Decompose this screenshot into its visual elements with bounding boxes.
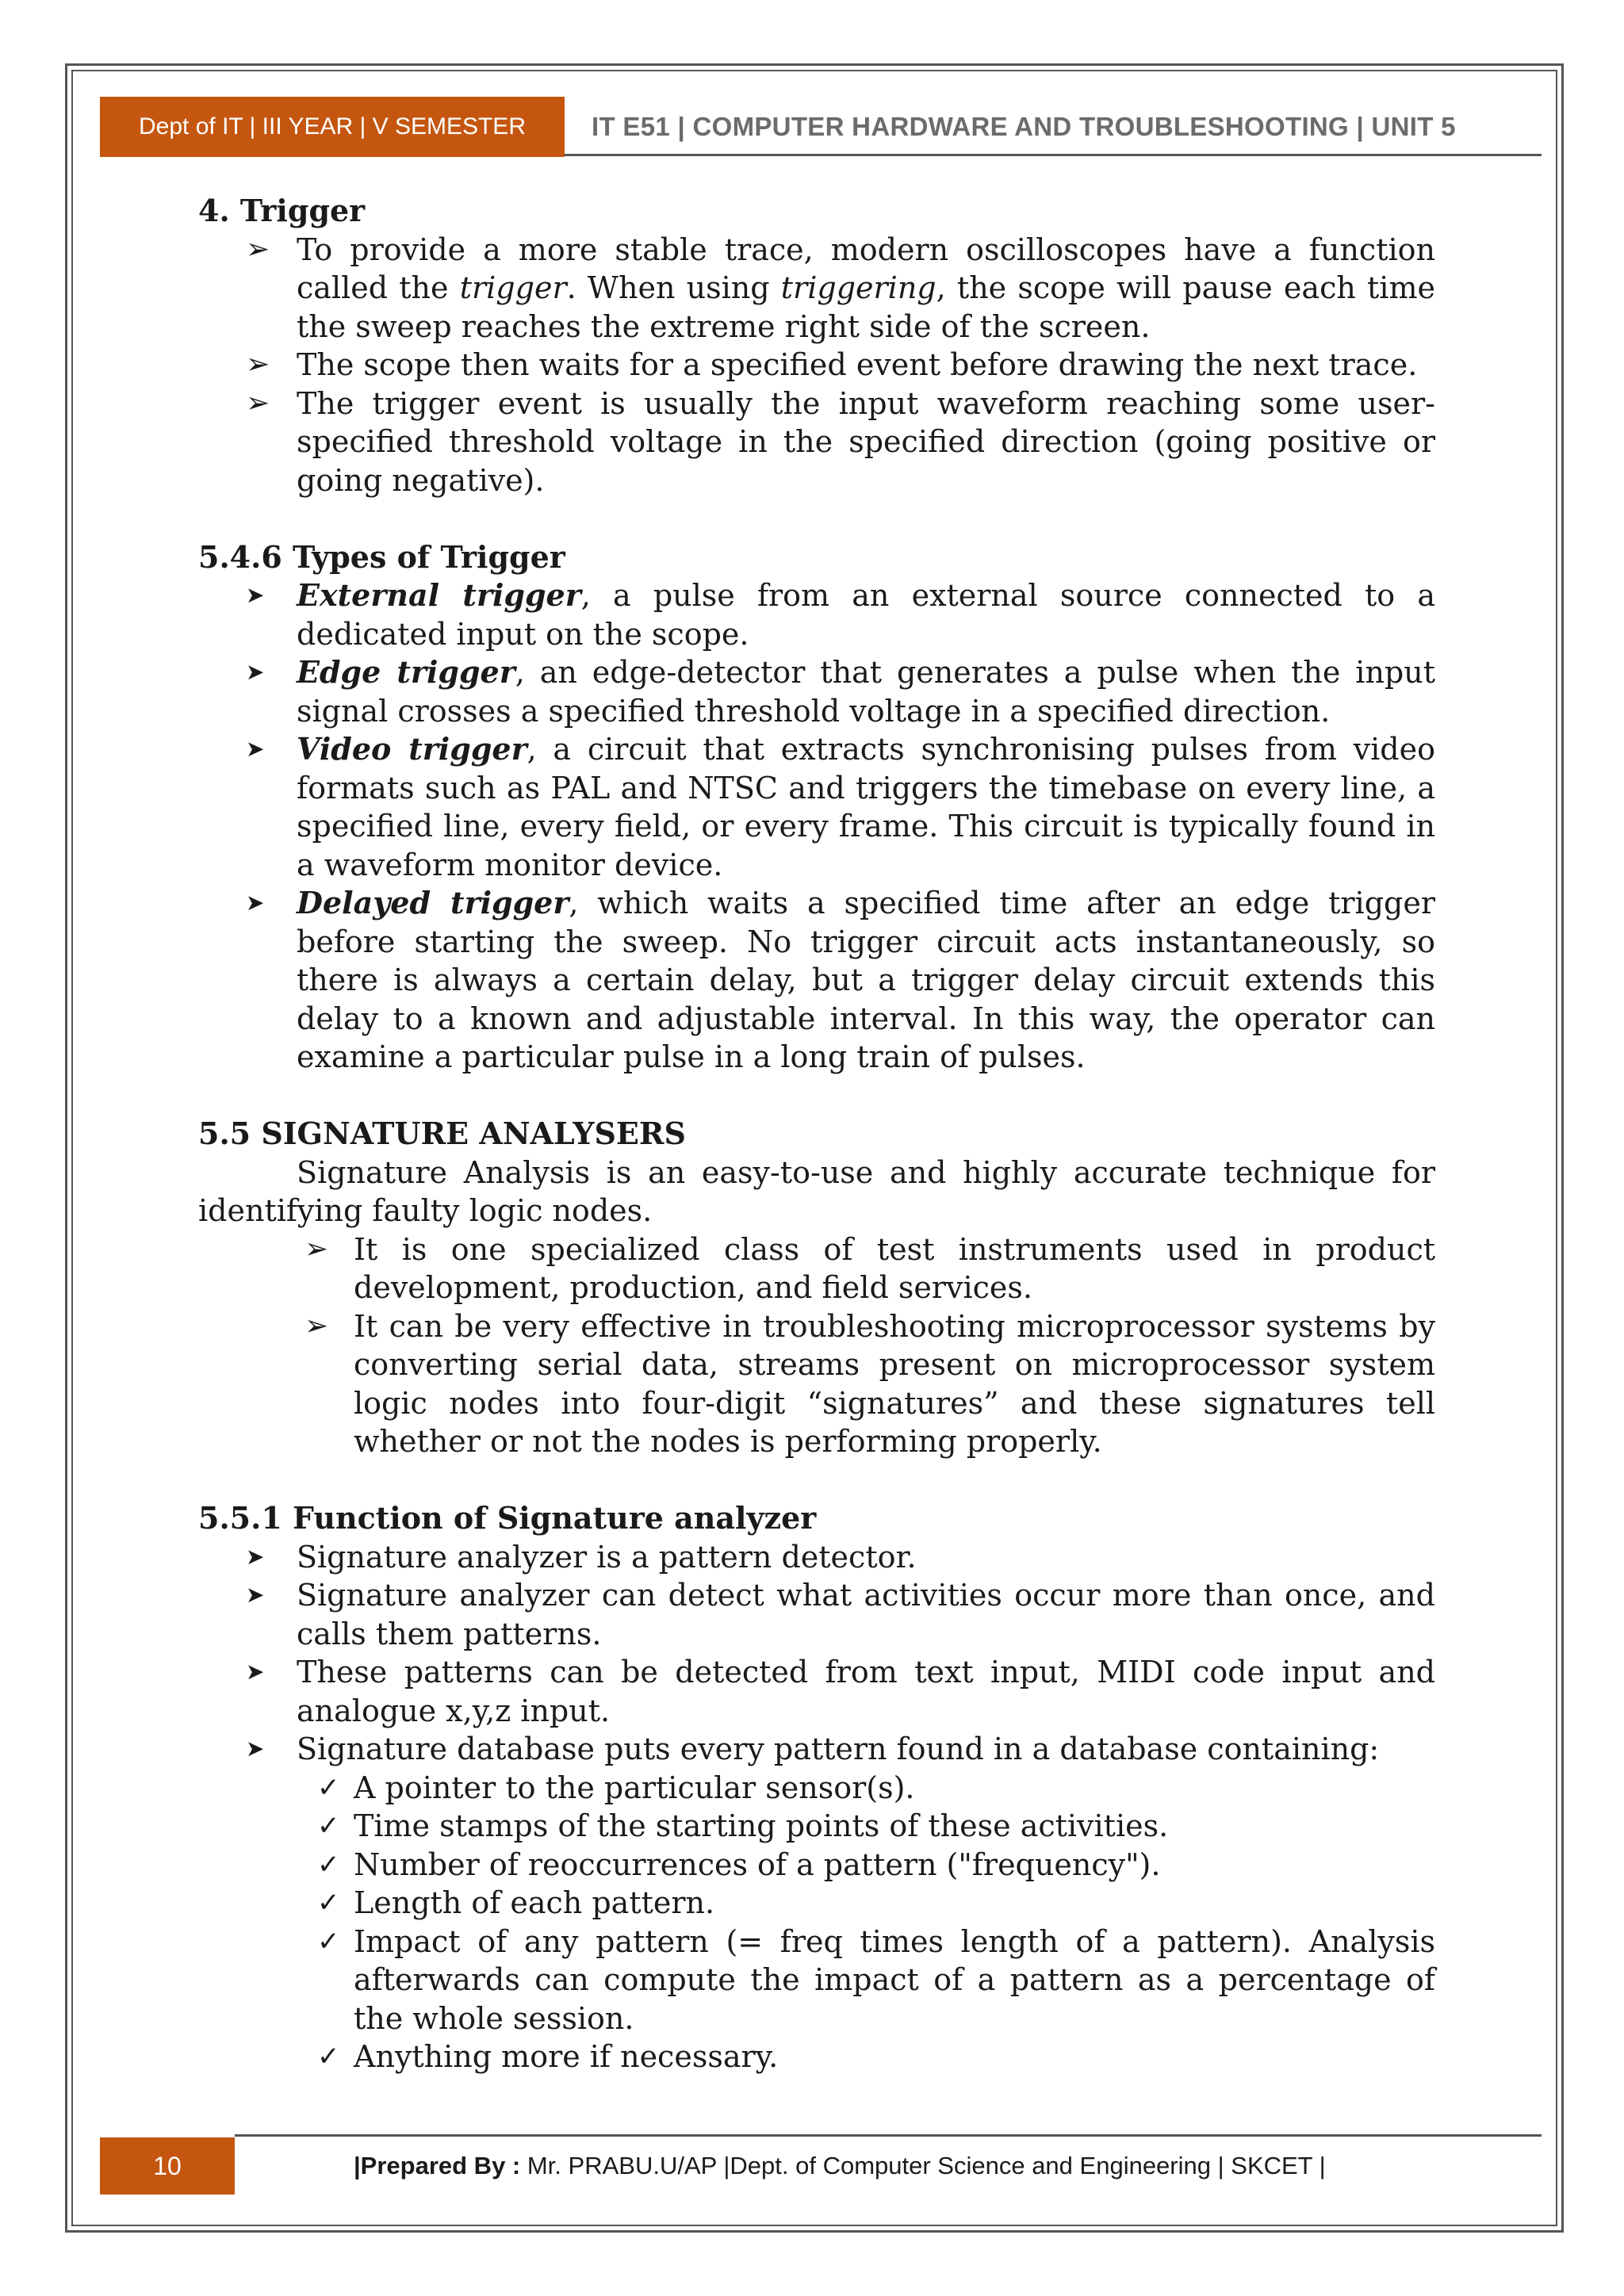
types-list [198, 576, 1435, 1077]
page-number: 10 [100, 2137, 235, 2195]
arrowhead-bullet-icon: ➤ [246, 1659, 265, 1685]
list-item: ✓ Length of each pattern. [198, 1884, 1435, 1923]
arrowhead-bullet-icon: ➤ [246, 1582, 265, 1608]
page-header [100, 97, 1542, 157]
arrowhead-bullet-icon: ➤ [246, 582, 265, 608]
checkmark-icon: ✓ [317, 1887, 340, 1919]
page-footer [100, 2134, 1542, 2196]
footer-credits: |Prepared By : Mr. PRABU.U/AP |Dept. of Computer Science and Engineering | SKCET | [354, 2152, 1326, 2179]
checkmark-icon: ✓ [317, 1771, 340, 1804]
list-item: ➤ Signature analyzer is a pattern detector. [198, 1538, 1435, 1577]
list-item: ➤ Delayed trigger, which waits a specified time after an edge trigger before starting the sweep. No trigger circuit acts instantaneously, so there is always a certain delay, but a trigger delay circuit extends this delay to a known and adjustable interval. In this way, the operator can examine a particular pulse in a long train of pulses. [246, 885, 1436, 1074]
signature-list [198, 1230, 1435, 1461]
function-list [198, 1538, 1435, 1769]
list-item: ➢ To provide a more stable trace, modern oscilloscopes have a function called the trigger. When using triggering, the scope will pause each time the sweep reaches the extreme right side of the screen. [246, 232, 1435, 344]
list-item: ✓ Anything more if necessary. [198, 2038, 1435, 2076]
checkmark-icon: ✓ [317, 1925, 340, 1957]
section-types-heading: 5.4.6 Types of Trigger [198, 538, 565, 575]
signature-intro: Signature Analysis is an easy-to-use and highly accurate technique for identifying faulty logic nodes. [198, 1154, 1435, 1228]
list-item: ➤ Edge trigger, an edge-detector that generates a pulse when the input signal crosses a specified threshold voltage in a specified direction. [246, 654, 1435, 729]
header-rule [565, 154, 1542, 156]
trigger-list [198, 231, 1435, 500]
arrowhead-bullet-icon: ➤ [246, 659, 265, 685]
list-item: ➢ The trigger event is usually the input waveform reaching some user-specified threshold voltage in the specified direction (going positive or going negative). [246, 385, 1435, 498]
arrow-bullet-icon: ➢ [304, 1232, 329, 1265]
list-item: ➤ Video trigger, a circuit that extracts synchronising pulses from video formats such as PAL and NTSC and triggers the timebase on every line, a specified line, every field, or every frame. This circuit is typically found in a waveform monitor device. [246, 731, 1435, 882]
header-course: IT E51 | COMPUTER HARDWARE AND TROUBLESHOOTING | UNIT 5 [592, 112, 1456, 141]
arrow-bullet-icon: ➢ [246, 348, 270, 381]
section-trigger-heading: 4. Trigger [198, 193, 366, 228]
header-dept: Dept of IT | III YEAR | V SEMESTER [100, 97, 565, 157]
list-item: ➢ It is one specialized class of test instruments used in product development, production, and field services. [304, 1231, 1435, 1305]
arrow-bullet-icon: ➢ [246, 232, 270, 266]
list-item: ➢ The scope then waits for a specified event before drawing the next trace. [198, 346, 1435, 385]
list-item: ✓ A pointer to the particular sensor(s). [198, 1769, 1435, 1808]
page-content [198, 192, 1435, 2076]
arrow-bullet-icon: ➢ [304, 1309, 329, 1342]
list-item: ➢ It can be very effective in troubleshooting microprocessor systems by converting serial data, streams present on microprocessor system logic nodes into four-digit “signatures” and these signatures tell whether or not the nodes is performing properly. [304, 1308, 1435, 1459]
list-item: ➤ These patterns can be detected from text input, MIDI code input and analogue x,y,z input. [246, 1655, 1435, 1728]
function-checklist [198, 1769, 1435, 2076]
section-function-heading: 5.5.1 Function of Signature analyzer [198, 1500, 817, 1536]
arrowhead-bullet-icon: ➤ [246, 1735, 265, 1762]
arrowhead-bullet-icon: ➤ [246, 736, 265, 762]
list-item: ✓ Impact of any pattern (= freq times length of a pattern). Analysis afterwards can compute the impact of a pattern as a percentage of the whole session. [317, 1923, 1435, 2036]
arrowhead-bullet-icon: ➤ [246, 890, 265, 916]
arrow-bullet-icon: ➢ [246, 386, 270, 419]
list-item: ✓ Time stamps of the starting points of these activities. [198, 1807, 1435, 1846]
list-item: ✓ Number of reoccurrences of a pattern ("frequency"). [198, 1846, 1435, 1885]
footer-rule [235, 2134, 1542, 2137]
list-item: ➤ Signature database puts every pattern found in a database containing: [198, 1730, 1435, 1769]
arrowhead-bullet-icon: ➤ [246, 1543, 265, 1570]
checkmark-icon: ✓ [317, 1810, 340, 1842]
checkmark-icon: ✓ [317, 1848, 340, 1881]
list-item: ➤ External trigger, a pulse from an external source connected to a dedicated input on the scope. [246, 577, 1435, 652]
section-signature-heading: 5.5 SIGNATURE ANALYSERS [198, 1115, 686, 1151]
list-item: ➤ Signature analyzer can detect what activities occur more than once, and calls them patterns. [246, 1578, 1435, 1651]
checkmark-icon: ✓ [317, 2041, 340, 2072]
